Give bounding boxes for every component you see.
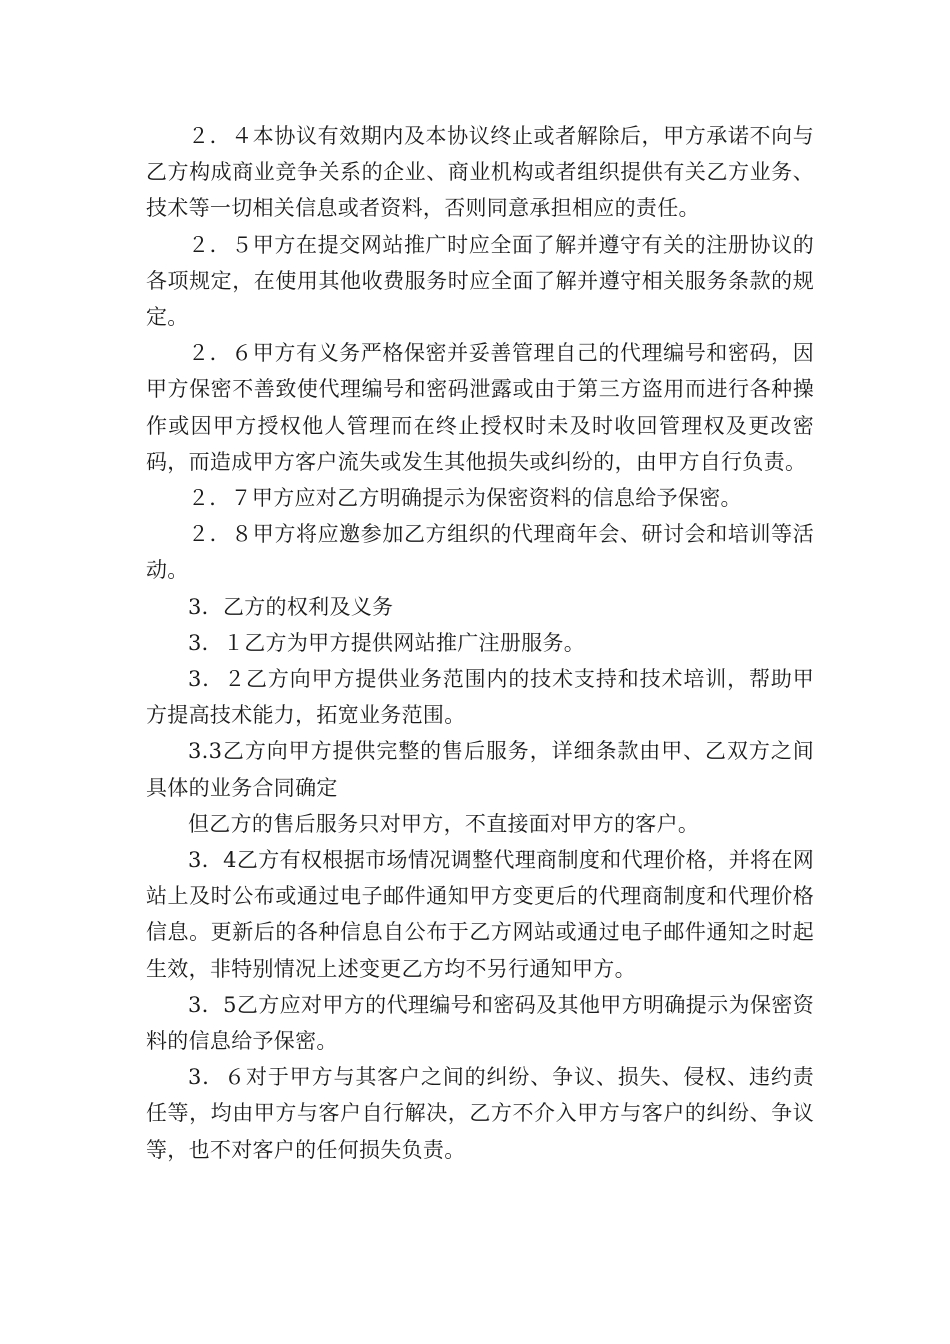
- clause-2-6: ２．６甲方有义务严格保密并妥善管理自己的代理编号和密码，因甲方保密不善致使代理编号和密码泄露或由于第三方盗用而进行各种操作或因甲方授权他人管理而在终止授权时未及时收回管理权及更改密码，而造成甲方客户流失或发生其他损失或纠纷的，由甲方自行负责。: [146, 341, 814, 474]
- clause-3-5: 3．5乙方应对甲方的代理编号和密码及其他甲方明确提示为保密资料的信息给予保密。: [146, 992, 814, 1054]
- clause-2-7: ２．７甲方应对乙方明确提示为保密资料的信息给予保密。: [188, 486, 742, 511]
- section-3-heading: 3．乙方的权利及义务: [188, 594, 394, 619]
- clause-3-1: 3．１乙方为甲方提供网站推广注册服务。: [188, 630, 586, 655]
- clause-2-8: ２．８甲方将应邀参加乙方组织的代理商年会、研讨会和培训等活动。: [146, 522, 814, 583]
- clause-3-6: 3．６对于甲方与其客户之间的纠纷、争议、损失、侵权、违约责任等，均由甲方与客户自行解决，乙方不介入甲方与客户的纠纷、争议等，也不对客户的任何损失负责。: [146, 1065, 814, 1162]
- clause-3-4: 3．4乙方有权根据市场情况调整代理商制度和代理价格，并将在网站上及时公布或通过电子邮件通知甲方变更后的代理商制度和代理价格信息。更新后的各种信息自公布于乙方网站或通过电子邮件通知之时起生效，非特别情况上述变更乙方均不另行通知甲方。: [146, 848, 814, 981]
- clause-2-5: ２．５甲方在提交网站推广时应全面了解并遵守有关的注册协议的各项规定，在使用其他收费服务时应全面了解并遵守相关服务条款的规定。: [146, 232, 814, 330]
- clause-3-3-continuation: 但乙方的售后服务只对甲方，不直接面对甲方的客户。: [188, 811, 700, 836]
- clause-2-4: ２．４本协议有效期内及本协议终止或者解除后，甲方承诺不向与乙方构成商业竞争关系的企业、商业机构或者组织提供有关乙方业务、技术等一切相关信息或者资料，否则同意承担相应的责任。: [146, 124, 814, 221]
- document-body: [146, 118, 814, 1168]
- clause-3-2: 3．２乙方向甲方提供业务范围内的技术支持和技术培训，帮助甲方提高技术能力，拓宽业务范围。: [146, 667, 814, 728]
- clause-3-3: 3.3乙方向甲方提供完整的售后服务，详细条款由甲、乙双方之间具体的业务合同确定: [146, 739, 814, 800]
